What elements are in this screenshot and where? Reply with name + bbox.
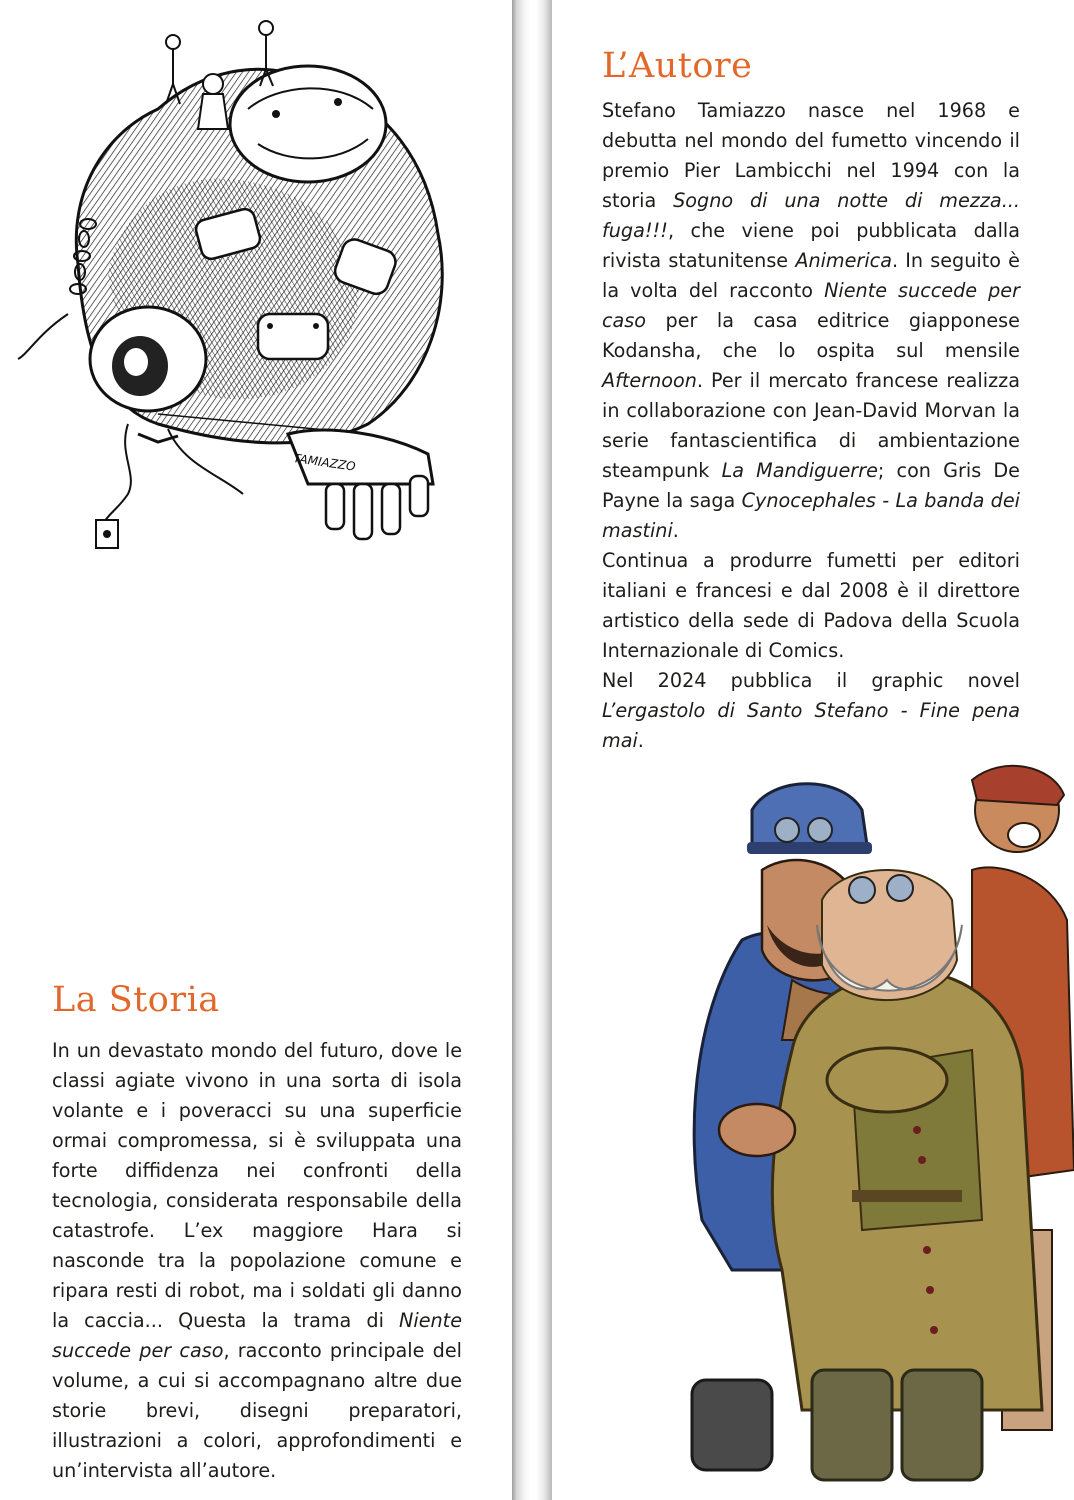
work-title: Cynocephales - La banda dei mastini <box>602 489 1020 542</box>
bio-text: per la casa editrice giapponese Kodansha, che lo ospita sul mensile <box>602 309 1020 362</box>
work-title: Afternoon <box>602 369 697 392</box>
svg-text:TAMIAZZO: TAMIAZZO <box>292 451 357 474</box>
bio-text: . Per il mercato francese realizza in collaborazione con Jean-David Morvan la serie fantascientifica di ambientazione steampunk <box>602 369 1020 482</box>
bio-text: ; con Gris De Payne la saga <box>602 459 1020 512</box>
work-title: L’ergastolo di Santo Stefano - Fine pena mai <box>602 699 1020 752</box>
author-heading: L’Autore <box>602 46 753 86</box>
story-text-part: In un devastato mondo del futuro, dove le classi agiate vivono in una sorta di isola volante e i poveracci su una superficie ormai compromessa, si è sviluppata una forte diffidenza nei confronti della tecnologia, considerata responsabile della catastrofe. L’ex maggiore Hara si nasconde tra la popolazione comune e ripara resti di robot, ma i soldati gli danno la caccia... Questa la trama di <box>52 1039 462 1332</box>
right-page <box>552 0 1074 1500</box>
story-paragraph <box>52 1036 462 1486</box>
work-title: Niente succede per caso <box>602 279 1020 332</box>
bio-paragraph-2: Continua a produrre fumetti per editori italiani e francesi e dal 2008 è il direttore artistico della sede di Padova della Scuola Internazionale di Comics. <box>602 549 1020 662</box>
story-heading: La Storia <box>52 980 220 1020</box>
work-title: Sogno di una notte di mezza... fuga!!! <box>602 189 1020 242</box>
book-gutter <box>512 0 552 1500</box>
left-page <box>0 0 512 1500</box>
bio-paragraph-3 <box>602 666 1020 756</box>
bio-text: . <box>637 729 644 752</box>
work-title: Animerica <box>795 249 892 272</box>
bio-paragraph-1 <box>602 96 1020 546</box>
bio-text: , che viene poi pubblicata dalla rivista statunitense <box>602 219 1020 272</box>
bio-text: . <box>672 519 679 542</box>
robot-wreckage-ink-drawing-icon <box>8 14 488 554</box>
work-title: La Mandiguerre <box>721 459 878 482</box>
story-text-part: , racconto principale del volume, a cui si accompagnano altre due storie brevi, disegni preparatori, illustrazioni a colori, approfondimenti e un’intervista all’autore. <box>52 1339 462 1482</box>
bio-text: . In seguito è la volta del racconto <box>602 249 1020 302</box>
work-title: Niente succede per caso <box>52 1309 462 1362</box>
bio-text: Stefano Tamiazzo nasce nel 1968 e debutta nel mondo del fumetto vincendo il premio Pier Lambicchi nel 1994 con la storia <box>602 99 1020 212</box>
author-bio <box>602 96 1020 756</box>
three-adventurers-color-illustration-icon <box>672 750 1074 1500</box>
bio-text: Nel 2024 pubblica il graphic novel <box>602 669 1020 692</box>
